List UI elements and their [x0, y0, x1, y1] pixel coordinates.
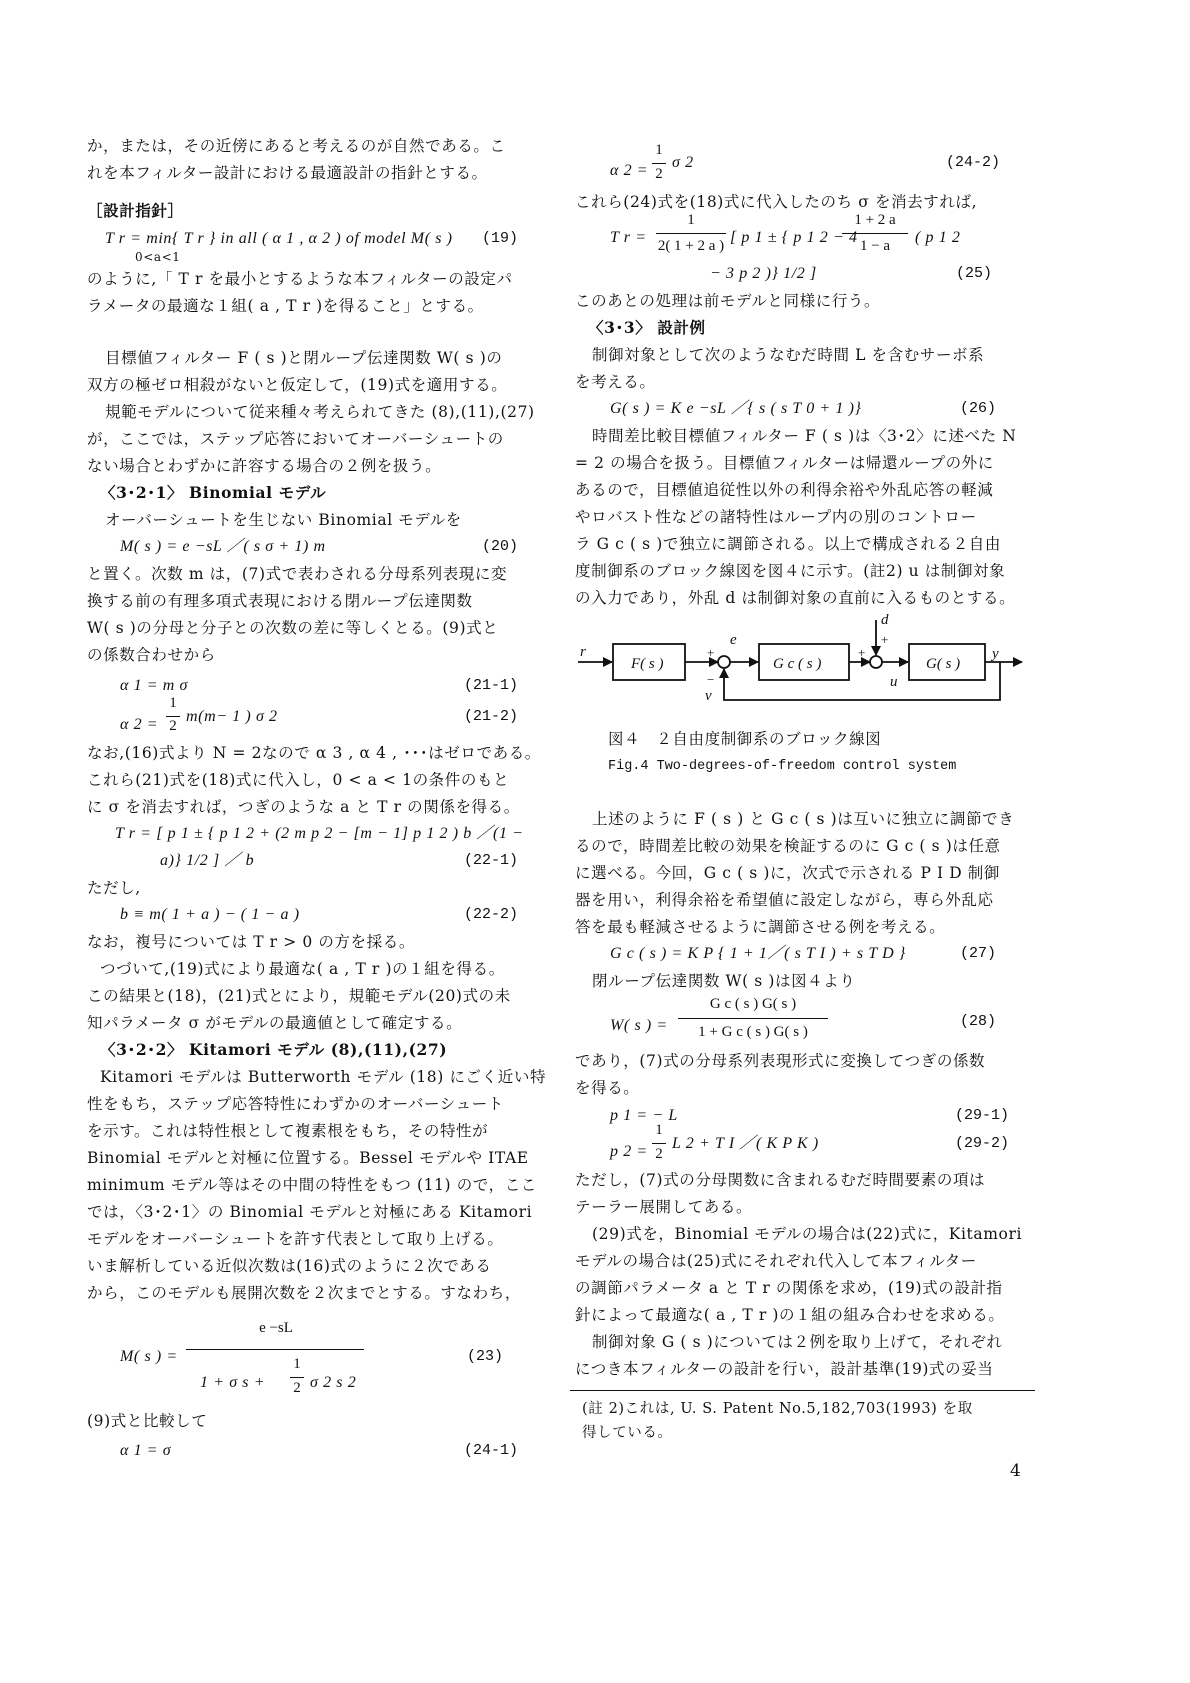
text-line: の調節パラメータ a と T r の関係を求め，(19)式の設計指	[575, 1279, 1003, 1297]
text-line: Binomial モデルと対極に位置する。Bessel モデルや ITAE	[87, 1149, 529, 1167]
equation-25-lhs: T r =	[610, 229, 647, 246]
sign-plus-1: +	[707, 645, 715, 660]
equation-28-lhs: W( s ) =	[610, 1017, 668, 1034]
text-line: と置く。次数 m は，(7)式で表わされる分母系列表現に変	[87, 565, 508, 583]
equation-23-lhs: M( s ) =	[120, 1348, 178, 1365]
text-line: つづいて,(19)式により最適な( a , T r )の１組を得る。	[100, 960, 505, 978]
equation-22-2: b ≡ m( 1 + a ) − ( 1 − a )	[120, 906, 300, 923]
text-line: ラメータの最適な１組( a , T r )を得ること」とする。	[87, 297, 484, 315]
equation-21-2-lhs: α 2 =	[120, 716, 159, 733]
fraction-denominator: 2( 1 + 2 a )	[657, 238, 725, 254]
equation-23-denominator-b: σ 2 s 2	[310, 1374, 357, 1391]
equation-26: G( s ) = K e −sL ／{ s ( s T 0 + 1 )}	[610, 400, 862, 417]
sign-plus-3: +	[881, 632, 889, 647]
text-line: オーバーシュートを生じない Binomial モデルを	[105, 511, 462, 529]
equation-number: (29-1)	[955, 1107, 1010, 1124]
text-line: 器を用い，利得余裕を希望値に設定しながら，専ら外乱応	[575, 891, 994, 909]
footnote-line: 得している。	[582, 1425, 673, 1441]
text-line: につき本フィルターの設計を行い，設計基準(19)式の妥当	[575, 1360, 994, 1378]
equation-24-2-lhs: α 2 =	[610, 162, 649, 179]
fraction-denominator: 2	[169, 718, 177, 734]
text-line: Kitamori モデルは Butterworth モデル (18) にごく近い特	[100, 1068, 547, 1086]
equation-number: (24-1)	[464, 1442, 519, 1459]
equation-22-1-line1: T r = [ p 1 ± { p 1 2 + (2 m p 2 − [m − 1] p 1 2 ) b ／(1 −	[115, 825, 524, 842]
label-u: u	[890, 674, 898, 690]
text-line: ただし,	[87, 879, 141, 897]
text-line: の入力であり，外乱 d は制御対象の直前に入るものとする。	[575, 589, 1016, 607]
text-line: いま解析している近似次数は(16)式のように２次である	[87, 1257, 492, 1275]
equation-number: (29-2)	[955, 1135, 1010, 1152]
text-line: 知パラメータ σ がモデルの最適値として確定する。	[87, 1014, 463, 1032]
equation-20: M( s ) = e −sL ／( s σ + 1) m	[120, 538, 326, 555]
equation-number: (19)	[482, 230, 519, 247]
fraction-numerator: 1	[169, 695, 177, 711]
footnote-rule	[570, 1390, 1035, 1391]
fraction-bar	[652, 1143, 666, 1144]
text-line: やロバスト性などの諸特性はループ内の別のコントロー	[575, 508, 977, 526]
fraction-bar	[186, 1349, 364, 1350]
text-line: minimum モデル等はその中間の特性をもつ (11) ので，ここ	[87, 1176, 537, 1194]
equation-number: (21-1)	[464, 677, 519, 694]
sign-plus-2: +	[858, 645, 866, 660]
equation-28-numerator: G c ( s ) G( s )	[709, 996, 797, 1012]
text-line: この結果と(18)，(21)式とにより，規範モデル(20)式の未	[87, 987, 511, 1005]
label-controller: G c ( s )	[773, 656, 822, 672]
fraction-numerator: 1	[293, 1356, 301, 1372]
equation-number: (27)	[960, 945, 997, 962]
fraction-bar	[656, 233, 726, 234]
equation-number: (22-2)	[464, 906, 519, 923]
summing-junction-2	[870, 656, 882, 668]
text-line: 制御対象として次のようなむだ時間 L を含むサーボ系	[592, 346, 985, 364]
label-e: e	[730, 632, 737, 648]
text-line: これら(24)式を(18)式に代入したのち σ を消去すれば,	[575, 193, 978, 211]
text-line: これら(21)式を(18)式に代入し，0 < a < 1の条件のもと	[87, 771, 510, 789]
text-line: モデルをオーバーシュートを許す代表として取り上げる。	[87, 1230, 504, 1248]
text-line: ただし，(7)式の分母関数に含まれるむだ時間要素の項は	[575, 1171, 986, 1189]
text-line: では，〈3･2･1〉の Binomial モデルと対極にある Kitamori	[87, 1203, 533, 1221]
equation-29-2-lhs: p 2 =	[610, 1143, 648, 1160]
fraction-numerator: 1	[655, 1122, 663, 1138]
text-line: 規範モデルについて従来種々考えられてきた (8),(11),(27)	[105, 403, 535, 421]
equation-23-numerator: e −sL	[259, 1320, 293, 1336]
text-line: 換する前の有理多項式表現における閉ループ伝達関数	[87, 592, 473, 610]
equation-29-1: p 1 = − L	[610, 1107, 678, 1124]
text-line: を示す。これは特性根として複素根をもち，その特性が	[87, 1122, 489, 1140]
fraction-bar	[678, 1018, 828, 1019]
block-diagram	[570, 612, 1030, 722]
text-line: の係数合わせから	[87, 646, 216, 664]
text-line: ラ G c ( s )で独立に調節される。以上で構成される２自由	[575, 535, 1001, 553]
fraction-bar	[652, 163, 666, 164]
text-line: るので，時間差比較の効果を検証するのに G c ( s )は任意	[575, 837, 1001, 855]
equation-number: (26)	[960, 400, 997, 417]
text-line: 上述のように F ( s ) と G c ( s )は互いに独立に調節でき	[592, 810, 1015, 828]
sign-minus-1: −	[707, 672, 715, 687]
text-line: を得る。	[575, 1079, 640, 1097]
equation-27: G c ( s ) = K P { 1 + 1／( s T I ) + s T D }	[610, 945, 906, 962]
text-line: に選べる。今回，G c ( s )に，次式で示される P I D 制御	[575, 864, 1001, 882]
label-d: d	[881, 612, 889, 628]
text-line: 目標値フィルター F ( s )と閉ループ伝達関数 W( s )の	[105, 349, 503, 367]
fraction-bar	[166, 716, 180, 717]
equation-number: (22-1)	[464, 852, 519, 869]
equation-19: T r = min{ T r } in all ( α 1 , α 2 ) of model M( s )	[105, 230, 453, 247]
page-number: 4	[1010, 1461, 1022, 1481]
text-line: (29)式を，Binomial モデルの場合は(22)式に，Kitamori	[592, 1225, 1023, 1243]
fraction-numerator: 1	[687, 212, 695, 228]
label-r: r	[580, 644, 586, 660]
equation-29-2-rhs: L 2 + T I ／( K P K )	[672, 1135, 819, 1152]
text-line: 答を最も軽減させるように調節させる例を考える。	[575, 918, 946, 936]
text-line: ない場合とわずかに許容する場合の２例を扱う。	[87, 457, 442, 475]
text-line: を考える。	[575, 373, 656, 391]
text-line: が，ここでは，ステップ応答においてオーバーシュートの	[87, 430, 504, 448]
subsection-heading: 〈3･2･1〉 Binomial モデル	[100, 483, 327, 502]
equation-23-denominator-a: 1 + σ s +	[200, 1374, 266, 1391]
fraction-bar	[290, 1377, 304, 1378]
text-line: に σ を消去すれば，つぎのような a と T r の関係を得る。	[87, 798, 520, 816]
text-line: れを本フィルター設計における最適設計の指針とする。	[87, 164, 488, 182]
equation-22-1-line2: a)} 1/2 ] ／ b	[160, 852, 255, 869]
equation-number: (23)	[467, 1348, 504, 1365]
subsection-heading: 〈3･2･2〉 Kitamori モデル (8),(11),(27)	[100, 1040, 448, 1059]
fraction-bar	[842, 233, 908, 234]
summing-junction-1	[718, 656, 730, 668]
fraction-denominator: 2	[655, 166, 663, 182]
equation-28-denominator: 1 + G c ( s ) G( s )	[698, 1024, 808, 1040]
text-line: 時間差比較目標値フィルター F ( s )は〈3･2〉に述べた N	[592, 427, 1017, 445]
figure-caption-en: Fig.4 Two-degrees-of-freedom control system	[608, 759, 957, 774]
text-line: なお，複号については T r > 0 の方を採る。	[87, 933, 415, 951]
label-y: y	[992, 646, 999, 662]
text-line: W( s )の分母と分子との次数の差に等しくとる。(9)式と	[87, 619, 499, 637]
text-line: 性をもち，ステップ応答特性にわずかのオーバーシュート	[87, 1095, 504, 1113]
equation-number: (21-2)	[464, 708, 519, 725]
text-line: から，このモデルも展開次数を２次までとする。すなわち，	[87, 1284, 521, 1302]
equation-21-1: α 1 = m σ	[120, 677, 189, 694]
label-filter: F( s )	[631, 656, 664, 672]
label-plant: G( s )	[926, 656, 961, 672]
text-line: 双方の極ゼロ相殺がないと仮定して，(19)式を適用する。	[87, 376, 508, 394]
equation-25-mid: [ p 1 ± { p 1 2 − 4	[730, 229, 858, 246]
fraction-denominator: 2	[293, 1380, 301, 1396]
figure-caption-jp: 図４ ２自由度制御系のブロック線図	[608, 730, 882, 748]
text-line: (9)式と比較して	[87, 1412, 208, 1430]
subsection-heading: 〈3･3〉 設計例	[588, 318, 706, 337]
fraction-numerator: 1 + 2 a	[854, 212, 896, 228]
text-line: モデルの場合は(25)式にそれぞれ代入して本フィルター	[575, 1252, 977, 1270]
text-line: テーラー展開してある。	[575, 1198, 753, 1216]
section-heading: ［設計指針］	[87, 201, 184, 220]
equation-number: (28)	[960, 1013, 997, 1030]
text-line: であり，(7)式の分母系列表現形式に変換してつぎの係数	[575, 1052, 986, 1070]
equation-24-2-rhs: σ 2	[672, 154, 694, 171]
fraction-denominator: 1 − a	[859, 238, 891, 254]
equation-25-line2: − 3 p 2 )} 1/2 ]	[710, 265, 817, 282]
text-line: = 2 の場合を扱う。目標値フィルターは帰還ループの外に	[575, 454, 994, 472]
equation-number: (20)	[482, 538, 519, 555]
fraction-denominator: 2	[655, 1146, 663, 1162]
text-line: なお,(16)式より N = 2なので α 3 , α 4 , ･･･はゼロである。	[87, 744, 541, 762]
text-line: 閉ループ伝達関数 W( s )は図４より	[592, 972, 856, 990]
text-line: このあとの処理は前モデルと同様に行う。	[575, 292, 881, 310]
equation-24-1: α 1 = σ	[120, 1442, 172, 1459]
text-line: あるので，目標値追従性以外の利得余裕や外乱応答の軽減	[575, 481, 994, 499]
text-line: 制御対象 G ( s )については２例を取り上げて，それぞれ	[592, 1333, 1003, 1351]
text-line: か，または，その近傍にあると考えるのが自然である。こ	[87, 137, 506, 155]
text-line: 針によって最適な( a , T r )の１組の組み合わせを求める。	[575, 1306, 1005, 1324]
text-line: のように,「 T r を最小とするような本フィルターの設定パ	[87, 270, 513, 288]
footnote-line: (註 2)これは, U. S. Patent No.5,182,703(1993) を取	[582, 1401, 973, 1417]
equation-number: (25)	[956, 265, 993, 282]
equation-21-2-rhs: m(m− 1 ) σ 2	[186, 708, 278, 725]
equation-25-tail: ( p 1 2	[915, 229, 961, 246]
equation-number: (24-2)	[946, 154, 1001, 171]
equation-19-subscript: 0<a<1	[135, 250, 181, 264]
text-line: 度制御系のブロック線図を図４に示す。(註2) u は制御対象	[575, 562, 1006, 580]
fraction-numerator: 1	[655, 142, 663, 158]
label-v: v	[705, 688, 712, 704]
